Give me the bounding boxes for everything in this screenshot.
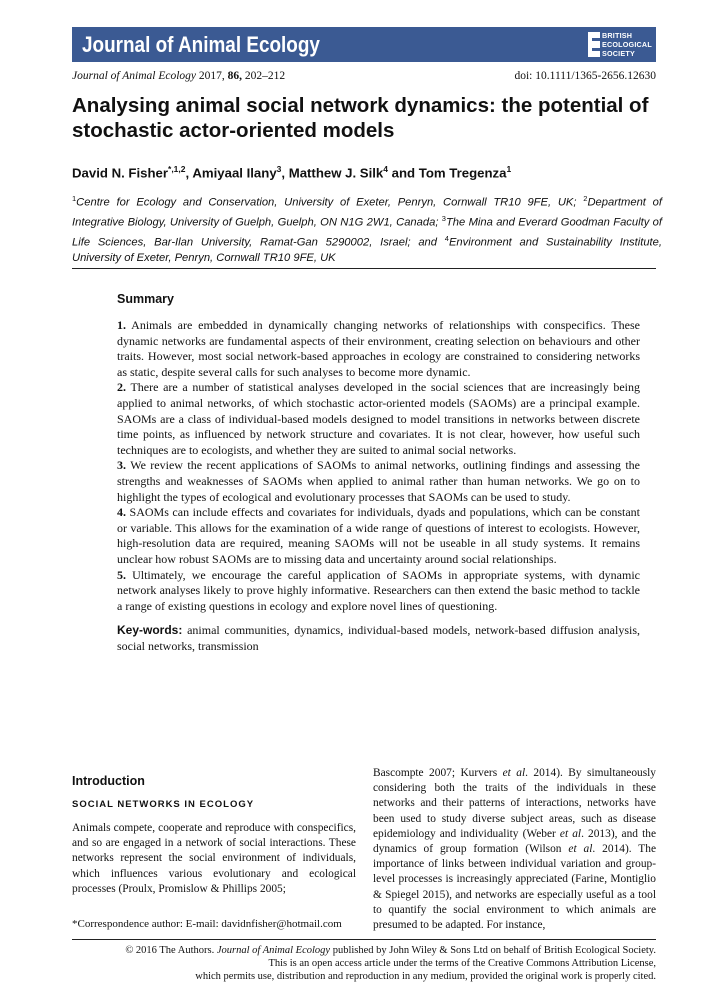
affiliations (72, 191, 662, 266)
citation-line (72, 70, 285, 82)
et-al: et al (502, 767, 526, 779)
article-title: Analysing animal social network dynamics: the potential of stochastic actor-oriented models (72, 94, 649, 142)
summary-point-number: 4. (117, 505, 126, 520)
summary-point (117, 505, 640, 567)
intro-text-fragment: . 2014). The importance of links between individual variation and group-level processes is increasingly appreciated (Farine, Montiglio & Spiegel 2015), and networks are especially useful as a tool to quantify the social environment to which animals are presumed to be adapted. For instance, (373, 843, 657, 932)
affiliation-text: Department of Integrative Biology, University of Guelph, Guelph, ON N1G 2W1, Canada; (72, 196, 663, 229)
summary-point-text: Animals are embedded in dynamically changing networks of relationships with conspecifics. These dynamic networks are fundamental aspects of their environment, creating selection on behaviours and other traits. However, most social network-based approaches in ecology are constrained to considering networks as static, despite several calls for such analyses to become more dynamic. (117, 318, 640, 379)
society-mark-icon (588, 32, 600, 57)
intro-paragraph-left: Animals compete, cooperate and reproduce with conspecifics, and so are engaged in a network of social interactions. These networks represent the social environment of individuals, which influences various evolutionary and ecological processes (Proulx, Promislow & Phillips 2005; (72, 822, 356, 895)
author-affiliation-marker: *,1,2 (168, 164, 186, 174)
section-subheading: SOCIAL NETWORKS IN ECOLOGY (72, 799, 255, 810)
summary-point-text: Ultimately, we encourage the careful application of SAOMs in appropriate systems, with dynamic network analyses likely to prove highly informative. Researchers can then extend the basic method to tackle a range of existing questions in ecology and explore novel lines of questioning. (117, 567, 641, 613)
author-name: Tom Tregenza (418, 165, 507, 181)
affiliation-text: The Mina and Everard Goodman Faculty of Life Sciences, Bar-Ilan University, Ramat-Gan 5290002, Israel; and (72, 216, 662, 249)
society-logo-line-3: SOCIETY (602, 49, 635, 58)
author-separator: , (185, 165, 193, 181)
affiliation-marker: 4 (444, 233, 449, 243)
summary-heading: Summary (117, 292, 174, 306)
author-name: Matthew J. Silk (288, 165, 384, 181)
journal-banner-title: Journal of Animal Ecology (82, 32, 320, 57)
footer-text: published by John Wiley & Sons Ltd on behalf of British Ecological Society. (330, 945, 656, 956)
british-ecological-society-logo (588, 30, 650, 59)
citation-volume: 86, (227, 70, 243, 82)
author-separator: , (281, 165, 289, 181)
footer-line-2: This is an open access article under the terms of the Creative Commons Attribution License, (268, 958, 656, 970)
intro-text-fragment: . 2013), and the dynamics of group formation (Wilson (373, 827, 657, 856)
intro-paragraph-right (373, 766, 656, 933)
author-list (72, 164, 511, 180)
summary-point (117, 568, 640, 615)
keywords (117, 623, 640, 654)
affiliation-marker: 2 (583, 194, 588, 203)
summary-point-number: 3. (117, 458, 126, 473)
author-affiliation-marker: 4 (383, 164, 388, 174)
affiliation-marker: 1 (72, 194, 77, 203)
society-logo-line-1: BRITISH (602, 31, 633, 40)
et-al: et al (568, 843, 593, 856)
copyright-footer (100, 944, 656, 984)
intro-text-fragment: . 2014). By simultaneously considering both the traits of the individuals in these networks and their patterns of interactions, networks have been used to study diverse subject areas, such as disease epidemiology and individuality (Weber (373, 767, 656, 840)
citation-year: 2017, (198, 70, 225, 82)
summary-point-number: 5. (117, 567, 126, 582)
introduction-heading: Introduction (72, 774, 145, 788)
footer-line-3: which permits use, distribution and reproduction in any medium, provided the original work is properly cited. (195, 971, 656, 983)
affiliation-text: Environment and Sustainability Institute, University of Exeter, Penryn, Cornwall TR10 9FE, UK (72, 236, 662, 264)
summary-point (117, 458, 640, 505)
summary-point (117, 380, 640, 458)
footer-journal-name: Journal of Animal Ecology (216, 945, 331, 956)
author-affiliation-marker: 1 (506, 164, 512, 174)
author-separator: and (388, 165, 419, 181)
correspondence-footnote: *Correspondence author: E-mail: davidnfisher@hotmail.com (72, 918, 342, 930)
footer-text: © 2016 The Authors. (125, 945, 217, 956)
summary-point-text: SAOMs can include effects and covariates for individuals, dyads and populations, which can be constant or variable. This allows for the examination of a wide range of questions of interest to ecologists. However, high-resolution data are required, meaning SAOMs will not be useable in all study systems. It remains unclear how robust SAOMs are to missing data and uncertainty around social relationships. (117, 505, 641, 566)
author-name: Amiyaal Ilany (192, 165, 277, 181)
summary-point-number: 2. (117, 380, 126, 395)
et-al: et al (559, 827, 582, 840)
footer-divider (72, 939, 656, 940)
keywords-label: Key-words: (117, 623, 183, 638)
summary-point-text: We review the recent applications of SAOMs to animal networks, outlining findings and assessing the strengths and weaknesses of SAOMs when applied to animal rather than human networks. We go on to highlight the types of ecological and evolutionary processes that SAOMs can be used to study. (117, 458, 640, 504)
summary-section (117, 292, 640, 654)
footer-line-1 (100, 944, 656, 957)
header-divider (72, 268, 656, 269)
society-logo-line-2: ECOLOGICAL (602, 40, 652, 49)
doi[interactable]: doi: 10.1111/1365-2656.12630 (514, 70, 656, 82)
intro-right-column (373, 766, 656, 933)
journal-banner (72, 27, 656, 62)
author-name: David N. Fisher (72, 165, 169, 181)
summary-point-text: There are a number of statistical analyses developed in the social sciences that are increasingly being applied to animal networks, of which stochastic actor-oriented models (SAOMs) are a principal example. SAOMs are a class of individual-based models designed to model transitions in networks between discrete time points, as influenced by network structure and covariates. It is not clear, however, how useful such techniques are to ecologists, and whether they are suited to animal social networks. (117, 380, 640, 457)
affiliation-text: Centre for Ecology and Conservation, University of Exeter, Penryn, Cornwall TR10 9FE, UK; (76, 196, 584, 209)
summary-point-number: 1. (117, 318, 126, 332)
author-affiliation-marker: 3 (276, 164, 282, 174)
citation-journal: Journal of Animal Ecology (72, 70, 197, 82)
affiliation-marker: 3 (441, 213, 446, 223)
intro-left-column (72, 774, 356, 897)
citation-pages: 202–212 (244, 70, 286, 82)
keywords-text: animal communities, dynamics, individual-based models, network-based diffusion analysis, social networks, transmission (117, 623, 640, 653)
intro-text-fragment: Bascompte 2007; Kurvers (373, 767, 503, 779)
summary-point (117, 318, 640, 380)
